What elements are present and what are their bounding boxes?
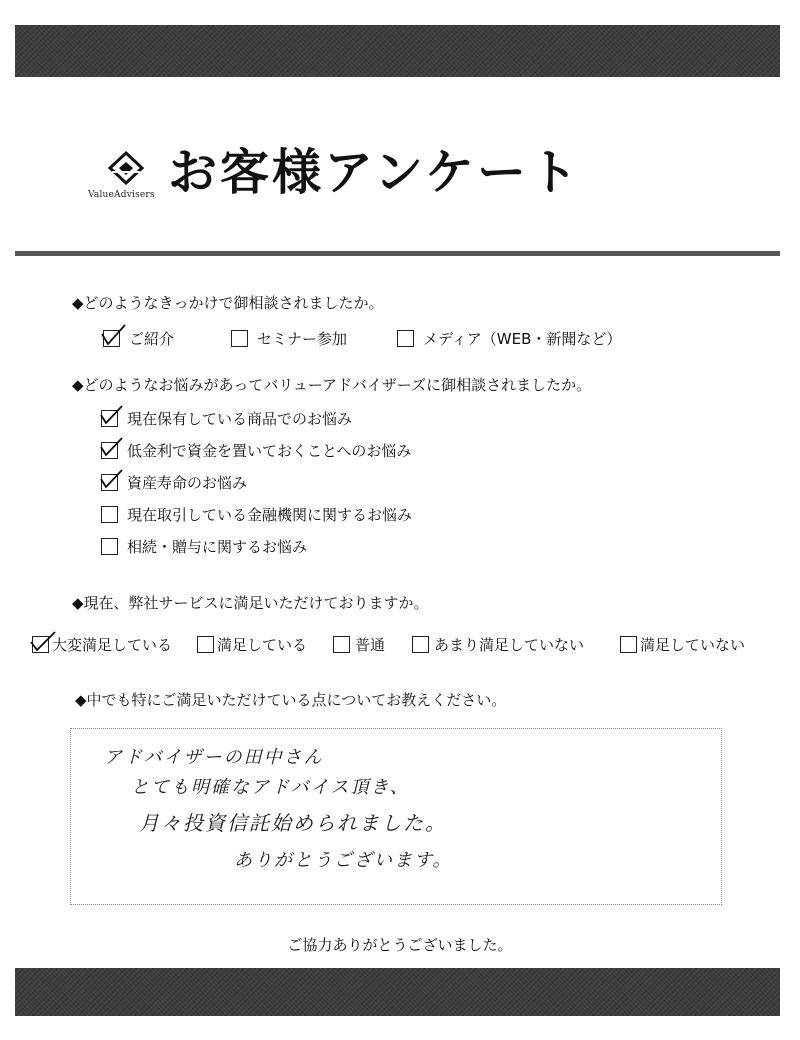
option-media[interactable] [397,328,621,349]
company-logo [88,150,168,204]
checkbox-satisfied[interactable] [197,636,214,653]
question-satisfaction-detail: ◆中でも特にご満足いただけている点についてお教えください。 [75,691,507,709]
answer-line: とても明確なアドバイス頂き、 [131,777,410,798]
answer-line: アドバイザーの田中さん [104,747,324,768]
closing-message: ご協力ありがとうございました。 [287,936,513,954]
option-satisfied[interactable] [197,634,307,655]
option-label: 低金利で資金を置いておくことへのお悩み [127,442,412,460]
option-label: 現在取引している金融機関に関するお悩み [127,506,413,524]
question-satisfaction: ◆現在、弊社サービスに満足いただけておりますか。 [72,594,429,612]
option-label: 資産寿命のお悩み [127,474,248,492]
check-mark-icon [97,402,127,428]
option-inheritance[interactable] [101,536,307,557]
option-not-satisfied[interactable] [620,634,745,655]
check-mark-icon [97,434,127,460]
checkbox-current-holdings[interactable] [101,410,118,427]
answer-line: ありがとうございます。 [234,850,453,871]
option-label: あまり満足していない [434,636,585,654]
option-label: セミナー参加 [257,330,348,348]
checkbox-low-interest[interactable] [101,442,118,459]
question-referral: ◆どのようなきっかけで御相談されましたか。 [72,294,384,312]
checkbox-not-very-satisfied[interactable] [412,636,429,653]
checkbox-referral[interactable] [103,330,120,347]
option-neutral[interactable] [333,634,385,655]
option-seminar[interactable] [231,328,347,349]
check-mark-icon [97,466,127,492]
header-divider [15,251,780,256]
checkbox-asset-longevity[interactable] [101,474,118,491]
option-asset-longevity[interactable] [101,472,247,493]
checkbox-very-satisfied[interactable] [32,636,49,653]
page-title: お客様アンケート [168,144,582,201]
top-banner [15,25,780,77]
option-financial-institution[interactable] [101,504,412,525]
checkbox-neutral[interactable] [333,636,350,653]
option-label: ご紹介 [129,330,175,348]
option-not-very-satisfied[interactable] [412,634,584,655]
option-label: 満足していない [640,636,746,654]
checkbox-media[interactable] [397,330,414,347]
checkbox-seminar[interactable] [231,330,248,347]
option-label: 相続・贈与に関するお悩み [127,538,308,556]
free-text-answer-box[interactable] [70,728,722,905]
logo-text: ValueAdvisers [88,190,155,200]
answer-line: 月々投資信託始められました。 [139,811,447,835]
check-mark-icon [28,628,58,654]
bottom-banner [15,968,780,1016]
option-label: メディア（WEB・新聞など） [423,330,622,348]
option-referral[interactable] [103,328,174,349]
logo-diamond-icon [106,150,146,186]
checkbox-financial-institution[interactable] [101,506,118,523]
option-label: 満足している [217,636,308,654]
checkbox-not-satisfied[interactable] [620,636,637,653]
option-label: 大変満足している [52,636,173,654]
option-very-satisfied[interactable] [32,634,172,655]
checkbox-inheritance[interactable] [101,538,118,555]
option-current-holdings[interactable] [101,408,352,429]
check-mark-icon [99,322,129,348]
option-low-interest[interactable] [101,440,411,461]
question-concerns: ◆どのようなお悩みがあってバリューアドバイザーズに御相談されましたか。 [72,376,592,394]
option-label: 現在保有している商品でのお悩み [127,410,353,428]
option-label: 普通 [355,636,386,654]
